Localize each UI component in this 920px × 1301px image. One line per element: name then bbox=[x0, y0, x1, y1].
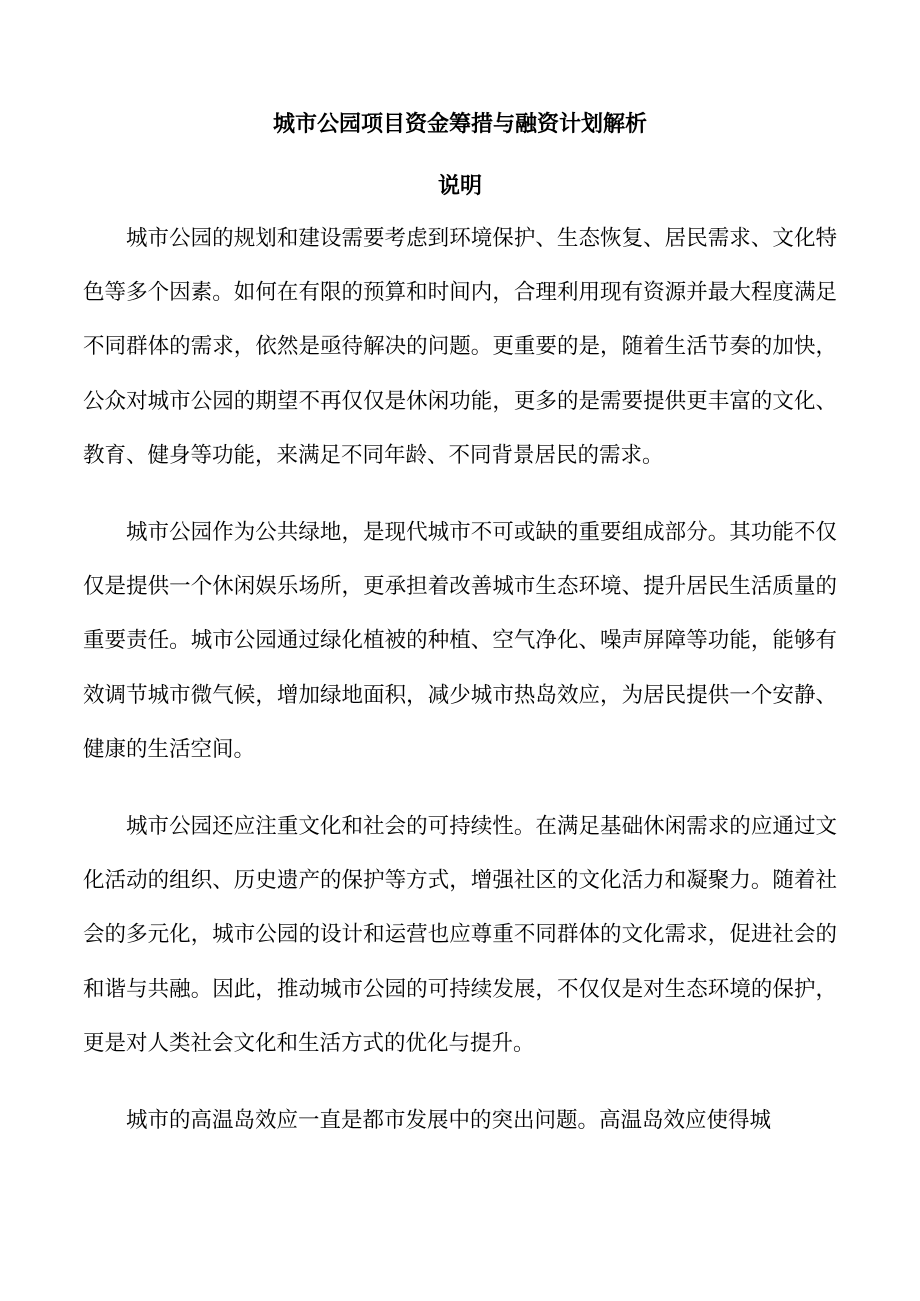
document-title: 城市公园项目资金筹措与融资计划解析 bbox=[272, 111, 647, 137]
paragraph: 城市公园还应注重文化和社会的可持续性。在满足基础休闲需求的应通过文化活动的组织、历史遗产的保护等方式，增强社区的文化活力和凝聚力。随着社会的多元化，城市公园的设计和运营也应尊重不同群体的文化需求，促进社会的和谐与共融。因此，推动城市公园的可持续发展，不仅仅是对生态环境的保护，更是对人类社会文化和生活方式的优化与提升。 bbox=[83, 814, 837, 1056]
paragraph: 城市的高温岛效应一直是都市发展中的突出问题。高温岛效应使得城 bbox=[126, 1108, 772, 1134]
document-body bbox=[83, 212, 837, 1171]
paragraph: 城市公园的规划和建设需要考虑到环境保护、生态恢复、居民需求、文化特色等多个因素。如何在有限的预算和时间内，合理利用现有资源并最大程度满足不同群体的需求，依然是亟待解决的问题。更重要的是，随着生活节奏的加快，公众对城市公园的期望不再仅仅是休闲功能，更多的是需要提供更丰富的文化、教育、健身等功能，来满足不同年龄、不同背景居民的需求。 bbox=[83, 226, 837, 468]
section-heading: 说明 bbox=[437, 173, 482, 199]
paragraph: 城市公园作为公共绿地，是现代城市不可或缺的重要组成部分。其功能不仅仅是提供一个休闲娱乐场所，更承担着改善城市生态环境、提升居民生活质量的重要责任。城市公园通过绿化植被的种植、空气净化、噪声屏障等功能，能够有效调节城市微气候，增加绿地面积，减少城市热岛效应，为居民提供一个安静、健康的生活空间。 bbox=[83, 520, 837, 762]
